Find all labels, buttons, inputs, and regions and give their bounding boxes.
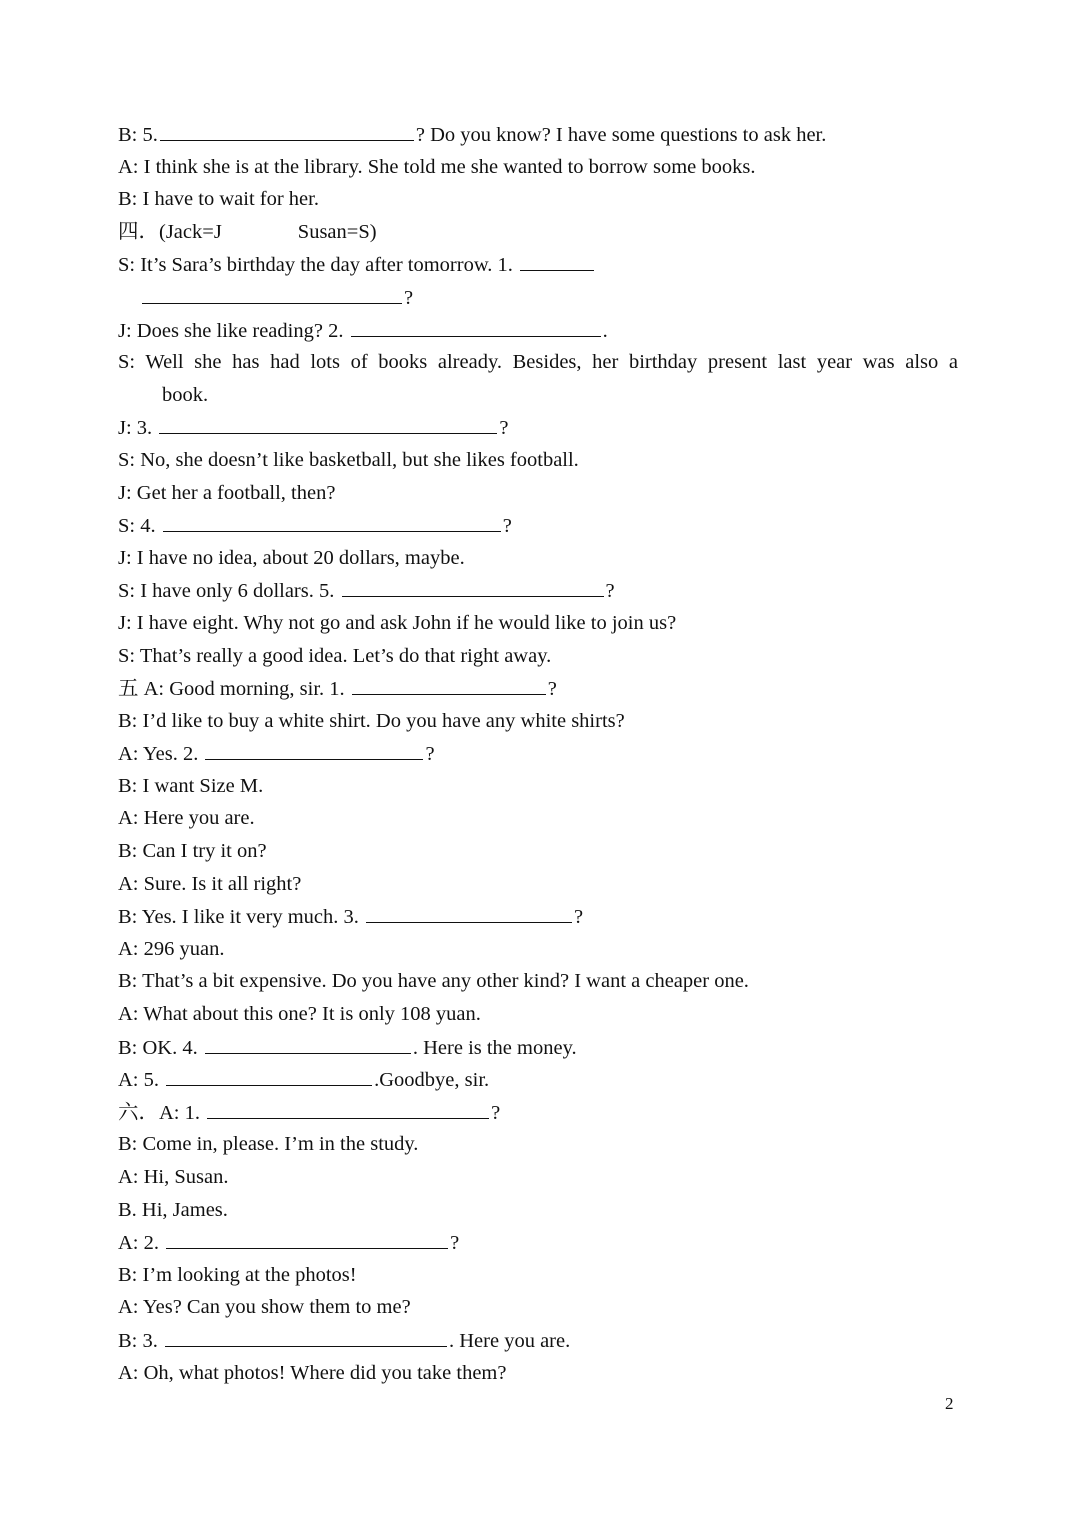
dialogue-line: S: Well she has had lots of books already. Besides, her birthday present last year was also a book. [118,351,958,406]
dialogue-line: J: I have eight. Why not go and ask John if he would like to join us? [118,611,677,634]
answer-blank[interactable] [342,574,604,597]
dialogue-line: A: 296 yuan. [118,937,225,960]
dialogue-line: A: What about this one? It is only 108 yuan. [118,1003,481,1026]
page-number: 2 [945,1394,954,1413]
answer-blank[interactable] [163,509,501,532]
dialogue-line: B: 3. . Here you are. [118,1324,958,1357]
dialogue-line: A: Hi, Susan. [118,1166,229,1188]
dialogue-line: B: 5. ? Do you know? I have some questions to ask her. [118,118,958,151]
document-page [118,118,958,1389]
dialogue-line: J: 3. ? [118,411,958,444]
answer-blank[interactable] [165,1324,447,1347]
dialogue-line: A: Yes? Can you show them to me? [118,1296,411,1319]
dialogue-line: B: OK. 4. . Here is the money. [118,1031,958,1064]
dialogue-line: S: That’s really a good idea. Let’s do that right away. [118,644,552,667]
dialogue-line: A: 2. ? [118,1226,958,1259]
dialogue-line: A: Yes. 2. ? [118,737,958,770]
answer-blank[interactable] [366,900,572,923]
dialogue-line: B: I’m looking at the photos! [118,1263,357,1286]
dialogue-line: B: I want Size M. [118,774,264,797]
dialogue-line: B: I have to wait for her. [118,188,319,211]
answer-blank[interactable] [351,314,601,337]
answer-blank[interactable] [205,737,423,760]
dialogue-line: A: 5. .Goodbye, sir. [118,1063,958,1096]
dialogue-line: B: Yes. I like it very much. 3. ? [118,900,958,933]
answer-blank[interactable] [166,1063,372,1086]
dialogue-line: S: 4. ? [118,509,958,542]
answer-blank[interactable] [352,672,546,695]
answer-blank[interactable] [142,281,402,304]
answer-blank[interactable] [160,118,414,141]
answer-blank[interactable] [166,1226,448,1249]
dialogue-line: B: Can I try it on? [118,840,267,863]
dialogue-line: 六．A: 1. ? [118,1096,958,1129]
dialogue-line: S: It’s Sara’s birthday the day after tomorrow. 1. [118,248,958,281]
answer-blank[interactable] [520,248,594,271]
dialogue-line: A: Oh, what photos! Where did you take them? [118,1361,507,1384]
answer-blank[interactable] [207,1096,489,1119]
dialogue-line: B: Come in, please. I’m in the study. [118,1133,419,1156]
dialogue-line: ? [118,281,958,314]
dialogue-line: J: I have no idea, about 20 dollars, maybe. [118,546,465,569]
section-heading: 四．(Jack=J Susan=S) [118,220,377,243]
dialogue-line: S: I have only 6 dollars. 5. ? [118,574,958,607]
dialogue-line: B: That’s a bit expensive. Do you have any other kind? I want a cheaper one. [118,970,749,993]
answer-blank[interactable] [205,1031,411,1054]
dialogue-line: A: I think she is at the library. She told me she wanted to borrow some books. [118,155,756,178]
dialogue-line: J: Does she like reading? 2. . [118,314,958,347]
dialogue-line: J: Get her a football, then? [118,481,336,504]
dialogue-line: B: I’d like to buy a white shirt. Do you have any white shirts? [118,709,625,732]
dialogue-line: 五 A: Good morning, sir. 1. ? [118,672,958,705]
dialogue-line: A: Here you are. [118,807,255,830]
answer-blank[interactable] [159,411,497,434]
dialogue-line: A: Sure. Is it all right? [118,872,302,895]
dialogue-line: S: No, she doesn’t like basketball, but she likes football. [118,448,579,471]
dialogue-line: B. Hi, James. [118,1198,228,1221]
